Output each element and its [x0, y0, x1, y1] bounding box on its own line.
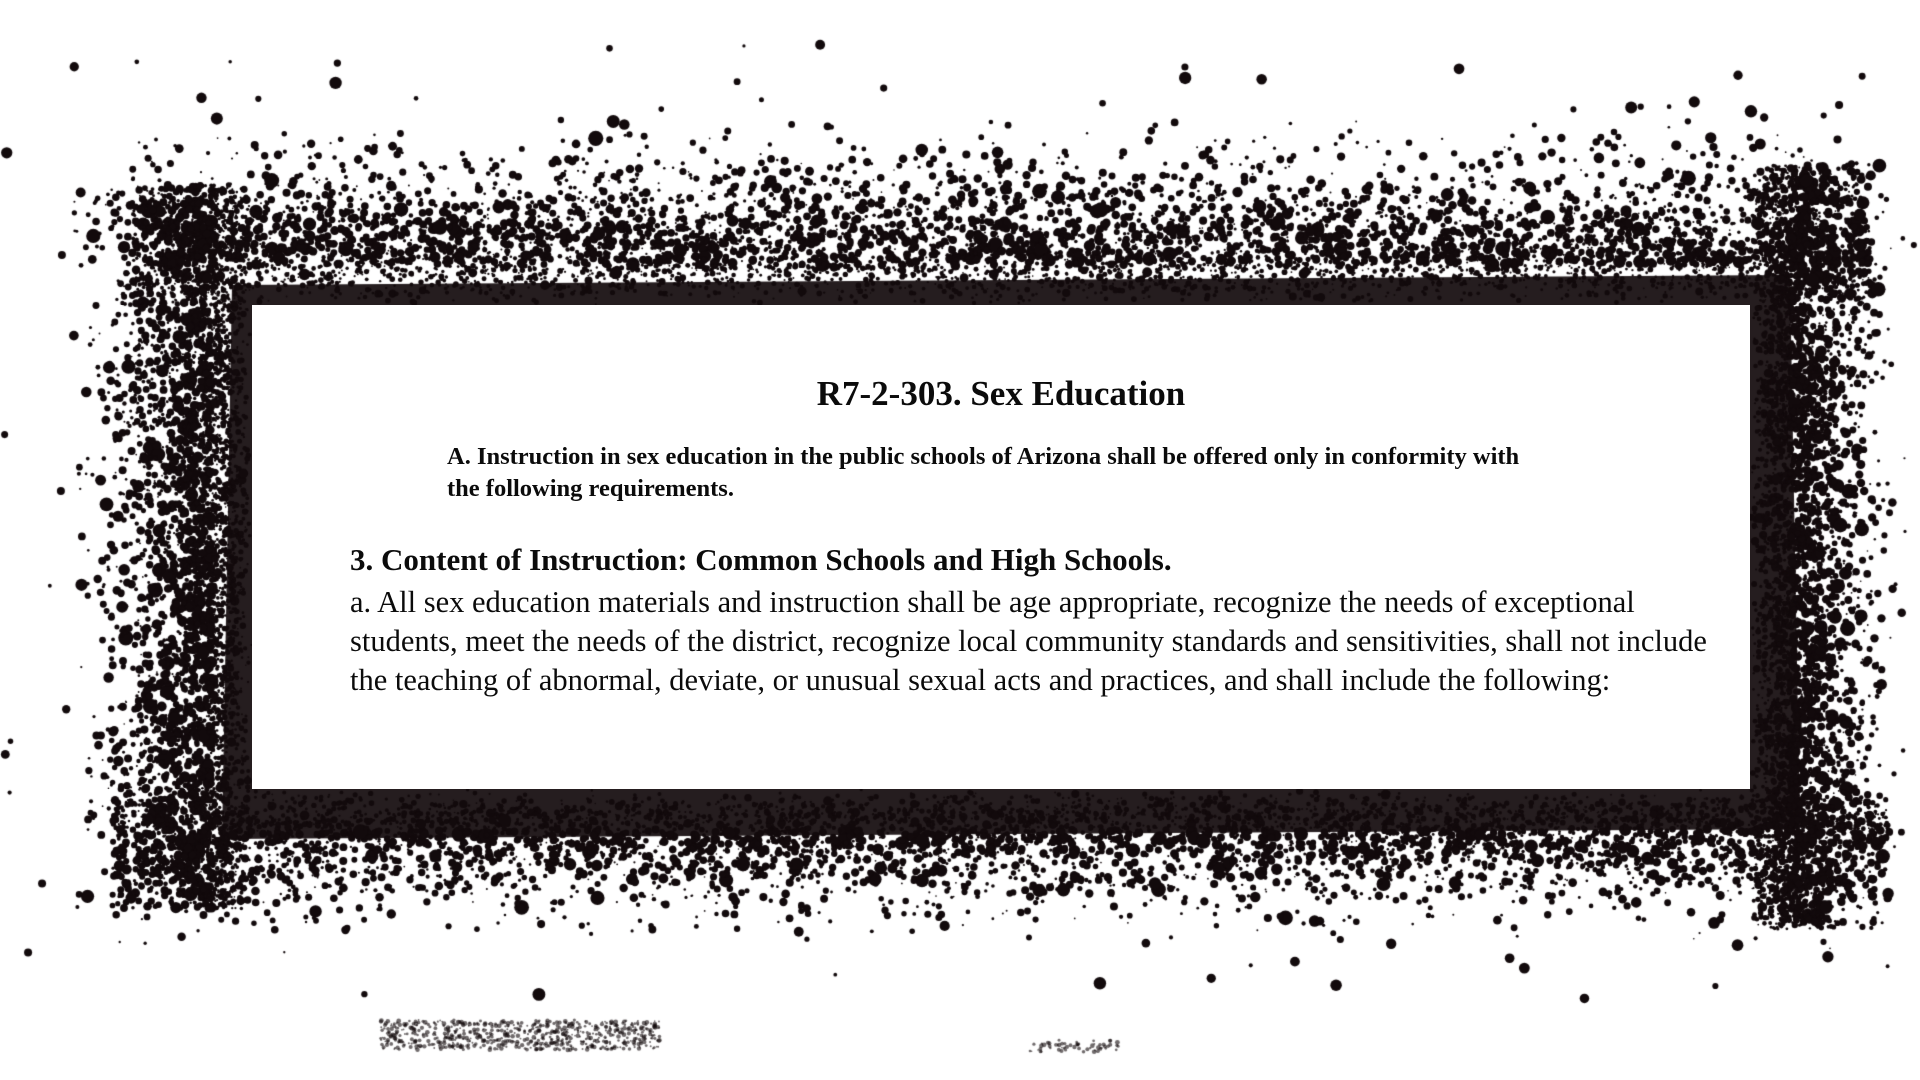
- section-body-paragraph: a. All sex education materials and instruction shall be age appropriate, recognize the needs of exceptional students, meet the needs of the district, recognize local community standards and sensitivities, shall not include the teaching of abnormal, deviate, or unusual sexual acts and practices, and shall include the following:: [350, 585, 1707, 697]
- section-heading: 3. Content of Instruction: Common Schools and High Schools.: [350, 542, 1172, 577]
- rule-title: R7-2-303. Sex Education: [816, 374, 1186, 413]
- rule-intro-paragraph: A. Instruction in sex education in the public schools of Arizona shall be offered only in conformity with the following requirements.: [447, 443, 1520, 502]
- document-excerpt-card: [252, 305, 1750, 789]
